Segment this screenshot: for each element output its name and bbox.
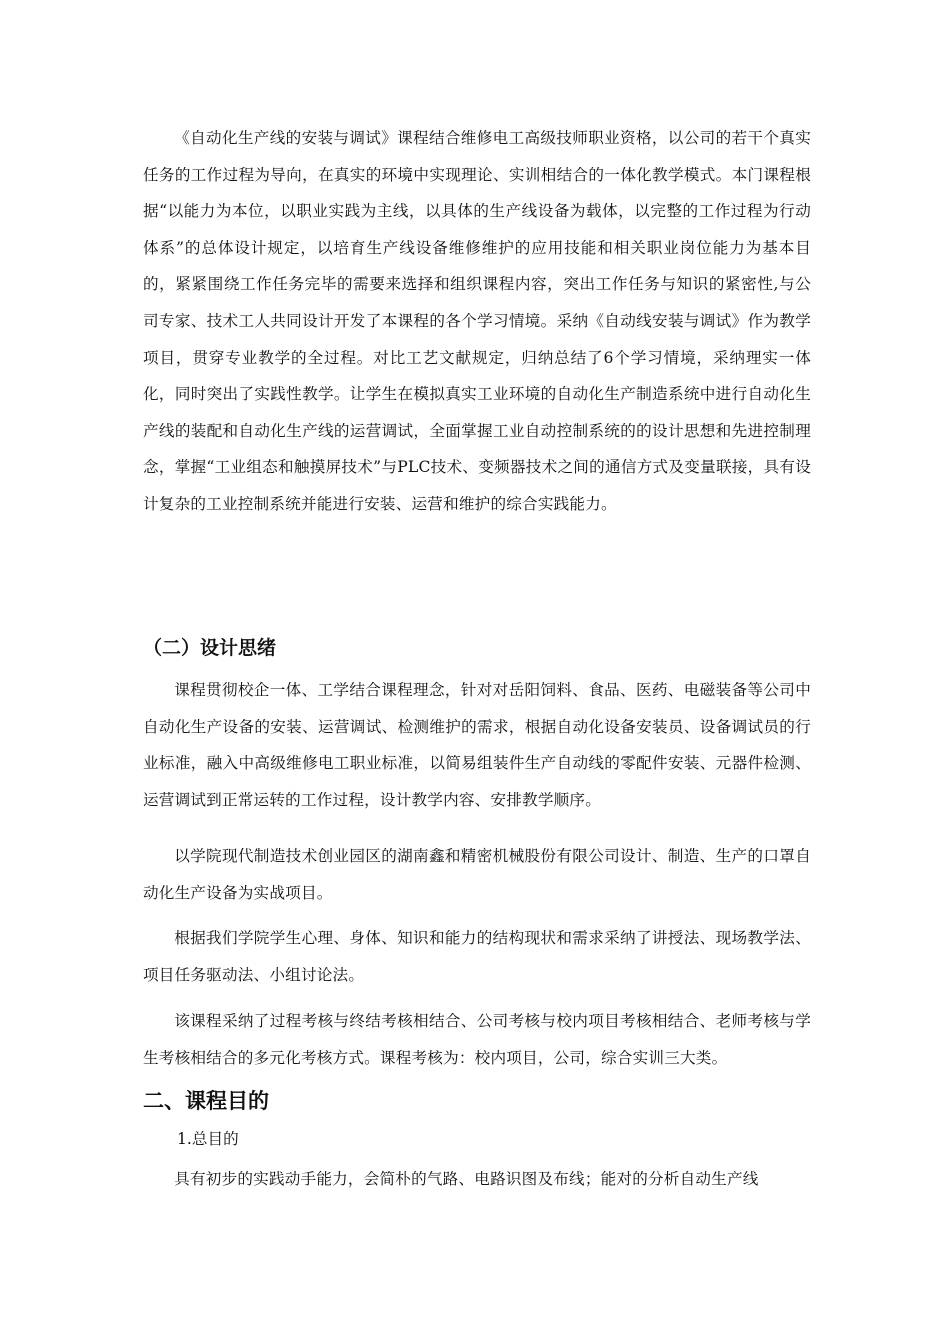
design-paragraph-3: 根据我们学院学生心理、身体、知识和能力的结构现状和需求采纳了讲授法、现场教学法、项目任务驱动法、小组讨论法。 [143,929,811,984]
section-heading-design: （二）设计思绪 [143,637,277,659]
design-paragraph-1: 课程贯彻校企一体、工学结合课程理念，针对对岳阳饲料、食品、医药、电磁装备等公司中自动化生产设备的安装、运营调试、检测维护的需求，根据自动化设备安装员、设备调试员的行业标准，融入中高级维修电工职业标准，以简易组装件生产自动线的零配件安装、元器件检测、运营调试到正常运转的工作过程，设计教学内容、安排教学顺序。 [143,681,811,809]
intro-paragraph: 《自动化生产线的安装与调试》课程结合维修电工高级技师职业资格，以公司的若干个真实任务的工作过程为导向，在真实的环境中实现理论、实训相结合的一体化教学模式。本门课程根据“以能力为本位，以职业实践为主线，以具体的生产线设备为载体，以完整的工作过程为行动体系”的总体设计规定，以培育生产线设备维修维护的应用技能和相关职业岗位能力为基本目的，紧紧围绕工作任务完毕的需要来选择和组织课程内容，突出工作任务与知识的紧密性,与公司专家、技术工人共同设计开发了本课程的各个学习情境。采纳《自动线安装与调试》作为教学项目，贯穿专业教学的全过程。对比工艺文献规定，归纳总结了6个学习情境，采纳理实一体化，同时突出了实践性教学。让学生在模拟真实工业环境的自动化生产制造系统中进行自动化生产线的装配和自动化生产线的运营调试，全面掌握工业自动控制系统的的设计思想和先进控制理念，掌握“工业组态和触摸屏技术”与PLC技术、变频器技术之间的通信方式及变量联接，具有设计复杂的工业控制系统并能进行安装、运营和维护的综合实践能力。 [143,129,811,513]
objectives-paragraph: 具有初步的实践动手能力，会简朴的气路、电路识图及布线；能对的分析自动生产线 [174,1170,759,1188]
design-paragraph-2: 以学院现代制造技术创业园区的湖南鑫和精密机械股份有限公司设计、制造、生产的口罩自动化生产设备为实战项目。 [143,847,811,902]
section-heading-objectives: 二、课程目的 [143,1089,269,1113]
design-paragraph-4: 该课程采纳了过程考核与终结考核相结合、公司考核与校内项目考核相结合、老师考核与学生考核相结合的多元化考核方式。课程考核为：校内项目，公司，综合实训三大类。 [143,1012,811,1067]
subheading-overall-objective: 1.总目的 [177,1130,239,1148]
